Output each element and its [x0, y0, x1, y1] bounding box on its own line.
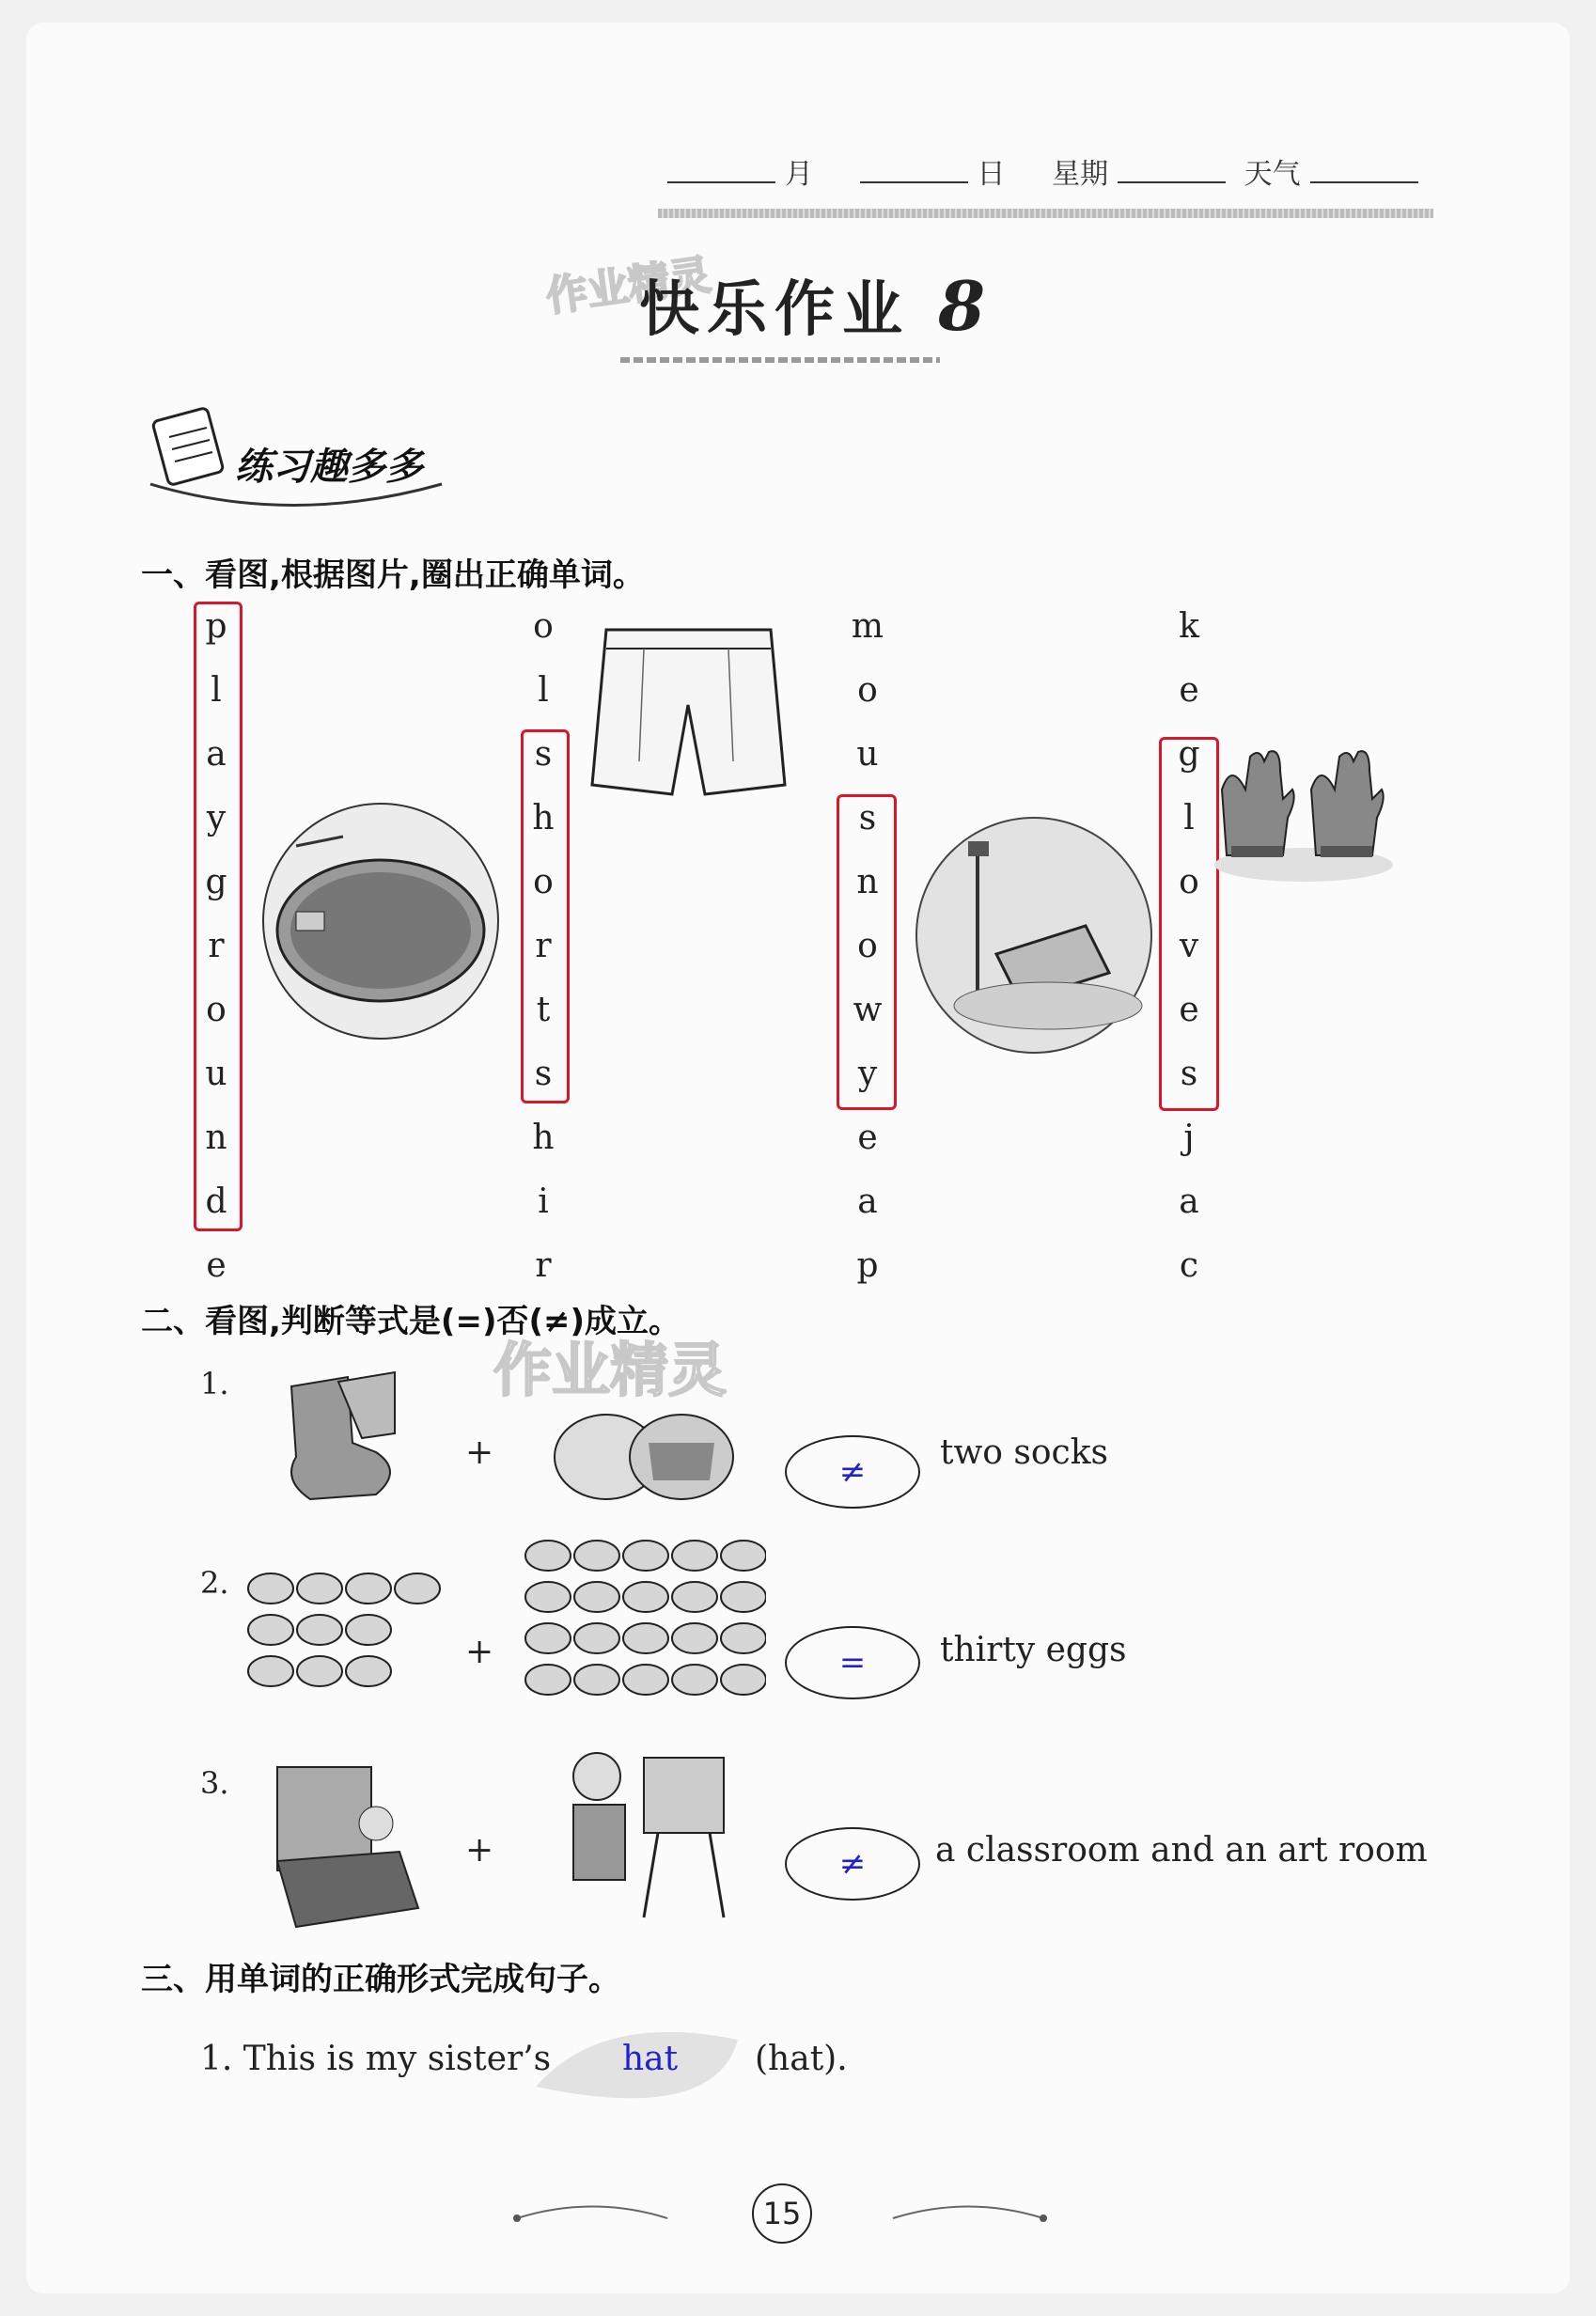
ten-eggs-picture: [244, 1570, 446, 1701]
section1-heading: 一、看图,根据图片,圈出正确单词。: [141, 556, 645, 594]
letter[interactable]: n: [205, 1119, 227, 1157]
plus-sign: +: [465, 1633, 494, 1671]
letter[interactable]: e: [206, 1246, 227, 1285]
letter[interactable]: j: [1183, 1119, 1195, 1157]
letter[interactable]: a: [206, 735, 227, 774]
comparison-phrase: a classroom and an art room: [935, 1831, 1428, 1870]
comparison-phrase: two socks: [940, 1433, 1108, 1472]
twenty-eggs-picture: [522, 1537, 766, 1706]
letter[interactable]: o: [206, 991, 227, 1029]
day-label: 日: [977, 158, 1006, 191]
letter[interactable]: s: [534, 735, 553, 774]
egg-icon: [297, 1656, 342, 1686]
answer-box-gloves: [1159, 737, 1219, 1111]
page-title: [639, 261, 993, 348]
section2-heading: 二、看图,判断等式是(=)否(≠)成立。: [141, 1303, 681, 1340]
letter[interactable]: p: [856, 1246, 879, 1285]
egg-icon: [721, 1665, 766, 1695]
letter[interactable]: n: [856, 863, 879, 901]
egg-icon: [297, 1615, 342, 1645]
egg-icon: [525, 1541, 571, 1571]
letter[interactable]: y: [206, 799, 227, 837]
letter[interactable]: m: [851, 607, 884, 646]
header-rule: [658, 209, 1433, 218]
letter[interactable]: s: [858, 799, 877, 837]
letter[interactable]: o: [533, 863, 554, 901]
art-room-picture: [550, 1739, 738, 1927]
weather-label: 天气: [1244, 158, 1301, 191]
answer-box-shorts: [521, 729, 570, 1103]
egg-icon: [672, 1665, 717, 1695]
comparison-phrase: thirty eggs: [940, 1631, 1127, 1669]
letter[interactable]: e: [1179, 671, 1199, 710]
egg-icon: [721, 1582, 766, 1612]
egg-icon: [574, 1623, 619, 1653]
egg-icon: [672, 1582, 717, 1612]
letter[interactable]: o: [857, 927, 878, 965]
letter[interactable]: l: [211, 671, 222, 710]
letter[interactable]: u: [205, 1055, 227, 1093]
section3-heading: 三、用单词的正确形式完成句子。: [141, 1961, 620, 1998]
item-number: 1.: [200, 1366, 229, 1401]
egg-icon: [721, 1623, 766, 1653]
egg-icon: [574, 1541, 619, 1571]
plus-sign: +: [465, 1831, 494, 1870]
gloves-picture: [1213, 743, 1396, 884]
egg-icon: [574, 1665, 619, 1695]
egg-icon: [623, 1623, 668, 1653]
letter[interactable]: o: [1179, 863, 1199, 901]
letter[interactable]: r: [535, 927, 552, 965]
sentence-prefix: 1. This is my sister’s: [200, 2040, 552, 2078]
egg-icon: [248, 1573, 293, 1604]
plus-sign: +: [465, 1433, 494, 1472]
egg-icon: [248, 1615, 293, 1645]
letter[interactable]: e: [857, 1119, 878, 1157]
egg-icon: [623, 1541, 668, 1571]
letter[interactable]: l: [1183, 799, 1195, 837]
classroom-picture: [268, 1748, 423, 1936]
egg-icon: [346, 1615, 391, 1645]
title-text: 快乐作业: [639, 275, 910, 345]
letter[interactable]: h: [532, 1119, 555, 1157]
slippers-picture: [550, 1386, 738, 1509]
answer-oval[interactable]: ≠: [785, 1827, 920, 1901]
egg-icon: [525, 1665, 571, 1695]
egg-icon: [248, 1656, 293, 1686]
answer-oval[interactable]: ≠: [785, 1435, 920, 1509]
letter[interactable]: o: [857, 671, 878, 710]
snowy-bench-picture: [907, 813, 1161, 1057]
answer-box-playground: [194, 602, 243, 1231]
letter[interactable]: g: [1178, 735, 1200, 774]
letter[interactable]: o: [533, 607, 554, 646]
letter[interactable]: s: [1180, 1055, 1198, 1093]
letter[interactable]: p: [205, 607, 227, 646]
letter[interactable]: r: [535, 1246, 552, 1285]
egg-icon: [346, 1573, 391, 1604]
letter[interactable]: w: [853, 991, 883, 1029]
letter[interactable]: r: [208, 927, 225, 965]
watermark-middle: 作业精灵: [493, 1336, 728, 1404]
egg-icon: [672, 1541, 717, 1571]
sentence-answer[interactable]: hat: [622, 2040, 679, 2078]
egg-icon: [395, 1573, 440, 1604]
egg-icon: [574, 1582, 619, 1612]
egg-icon: [623, 1582, 668, 1612]
month-label: 月: [785, 158, 813, 191]
letter[interactable]: a: [857, 1182, 878, 1221]
letter[interactable]: y: [857, 1055, 878, 1093]
answer-oval[interactable]: =: [785, 1626, 920, 1699]
swimming-pool-picture: [258, 799, 503, 1043]
letter[interactable]: d: [205, 1182, 227, 1221]
watermark-top: 作业精灵: [542, 250, 714, 321]
egg-icon: [525, 1582, 571, 1612]
egg-icon: [672, 1623, 717, 1653]
egg-icon: [721, 1541, 766, 1571]
title-number: 8: [938, 266, 994, 346]
page-number: 15: [752, 2183, 812, 2244]
sentence-hint: (hat).: [755, 2040, 848, 2078]
letter[interactable]: h: [532, 799, 555, 837]
letter[interactable]: e: [1179, 991, 1199, 1029]
letter[interactable]: l: [538, 671, 549, 710]
letter[interactable]: c: [1179, 1246, 1199, 1285]
practice-tag: 练习趣多多: [235, 446, 423, 489]
letter[interactable]: g: [205, 863, 227, 901]
egg-icon: [297, 1573, 342, 1604]
answer-box-snowy: [837, 794, 897, 1110]
letter[interactable]: s: [534, 1055, 553, 1093]
item-number: 2.: [200, 1565, 229, 1601]
letter[interactable]: a: [1179, 1182, 1199, 1221]
letter[interactable]: i: [538, 1182, 549, 1221]
weekday-label: 星期: [1052, 158, 1109, 191]
letter[interactable]: u: [856, 735, 879, 774]
letter[interactable]: v: [1179, 927, 1199, 965]
egg-icon: [623, 1665, 668, 1695]
item-number: 3.: [200, 1765, 229, 1801]
egg-icon: [525, 1623, 571, 1653]
letter[interactable]: k: [1179, 607, 1199, 646]
shorts-picture: [587, 620, 790, 808]
sock-picture: [273, 1368, 414, 1509]
letter[interactable]: t: [536, 991, 551, 1029]
title-underline: [620, 357, 940, 363]
egg-icon: [346, 1656, 391, 1686]
date-header: [658, 150, 1428, 192]
